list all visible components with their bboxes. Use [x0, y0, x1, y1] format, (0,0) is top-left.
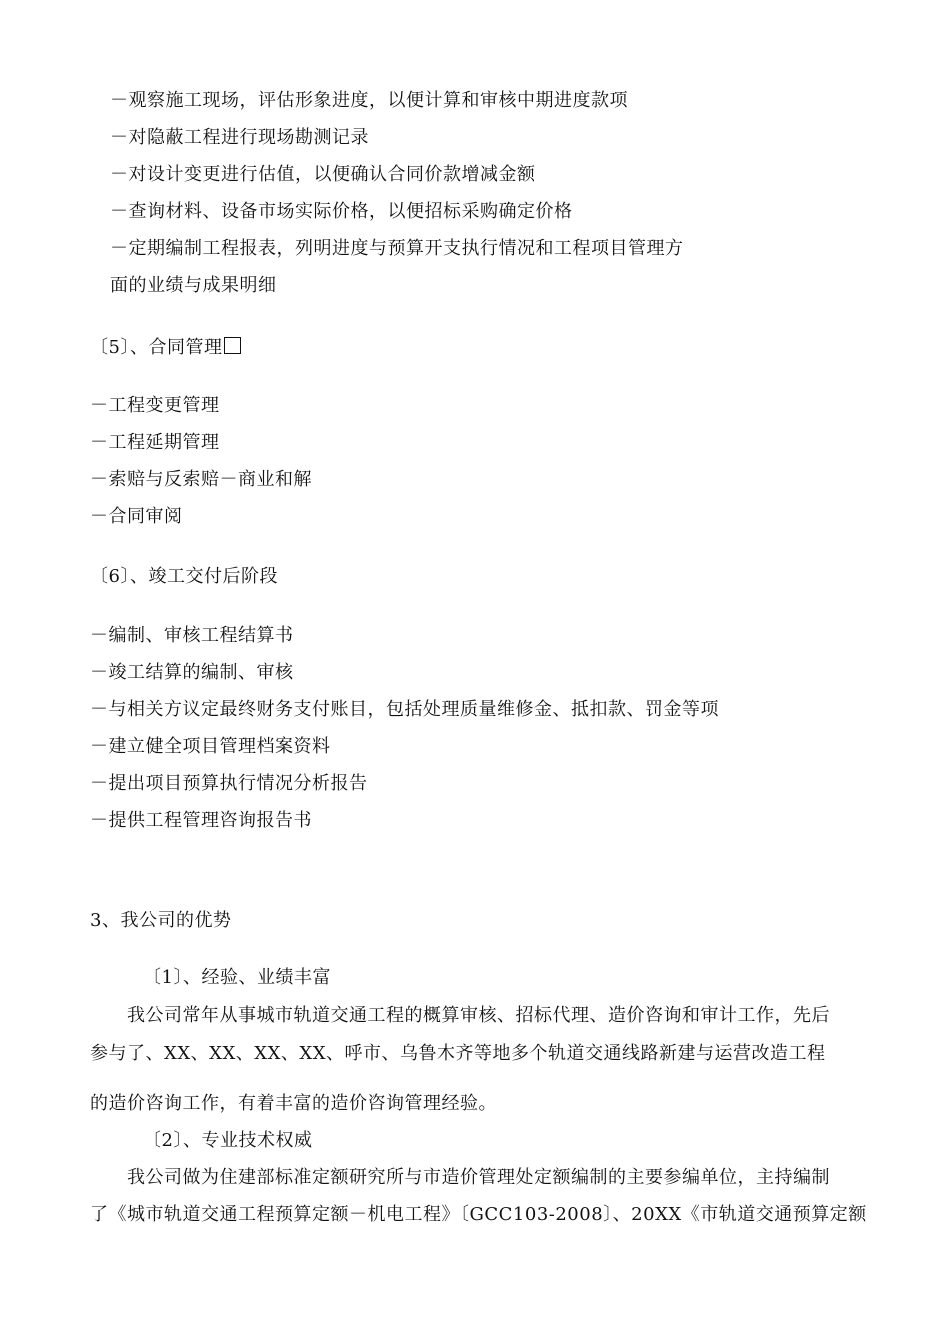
list-item: －索赔与反索赔－商业和解: [90, 469, 312, 490]
list-item: －观察施工现场，评估形象进度，以便计算和审核中期进度款项: [110, 90, 628, 111]
list-item: －对隐蔽工程进行现场勘测记录: [110, 127, 369, 148]
subsection-title: 〔1〕、经验、业绩丰富: [143, 967, 331, 988]
list-item: －定期编制工程报表，列明进度与预算开支执行情况和工程项目管理方: [110, 238, 684, 259]
section-heading: 3、我公司的优势: [90, 910, 232, 931]
list-item: －提供工程管理咨询报告书: [90, 810, 312, 831]
section-heading: 〔6〕、竣工交付后阶段: [90, 566, 278, 587]
list-item: －提出项目预算执行情况分析报告: [90, 773, 368, 794]
list-item: －查询材料、设备市场实际价格，以便招标采购确定价格: [110, 201, 573, 222]
list-item: －编制、审核工程结算书: [90, 625, 294, 646]
list-item: －对设计变更进行估值，以便确认合同价款增减金额: [110, 164, 536, 185]
paragraph-line: 的造价咨询工作，有着丰富的造价咨询管理经验。: [90, 1093, 497, 1114]
paragraph-line: 参与了、XX、XX、XX、XX、呼市、乌鲁木齐等地多个轨道交通线路新建与运营改造工程: [90, 1043, 826, 1064]
empty-box-icon: [224, 337, 241, 354]
list-item: －合同审阅: [90, 506, 183, 527]
subsection-title: 〔2〕、专业技术权威: [143, 1130, 313, 1151]
list-item: －建立健全项目管理档案资料: [90, 736, 331, 757]
list-item: －竣工结算的编制、审核: [90, 662, 294, 683]
list-item: －工程延期管理: [90, 432, 220, 453]
paragraph-line: 我公司做为住建部标准定额研究所与市造价管理处定额编制的主要参编单位，主持编制: [127, 1167, 830, 1188]
section-heading: [90, 336, 241, 360]
paragraph-line: 我公司常年从事城市轨道交通工程的概算审核、招标代理、造价咨询和审计工作，先后: [127, 1005, 830, 1026]
paragraph-line: 了《城市轨道交通工程预算定额－机电工程》〔GCC103-2008〕、20XX《市轨道交通预算定额: [90, 1204, 867, 1225]
section-heading-text: 〔5〕、合同管理: [90, 337, 223, 358]
list-item: －与相关方议定最终财务支付账目，包括处理质量维修金、抵扣款、罚金等项: [90, 699, 719, 720]
list-item: －工程变更管理: [90, 395, 220, 416]
list-item-continuation: 面的业绩与成果明细: [110, 275, 277, 296]
